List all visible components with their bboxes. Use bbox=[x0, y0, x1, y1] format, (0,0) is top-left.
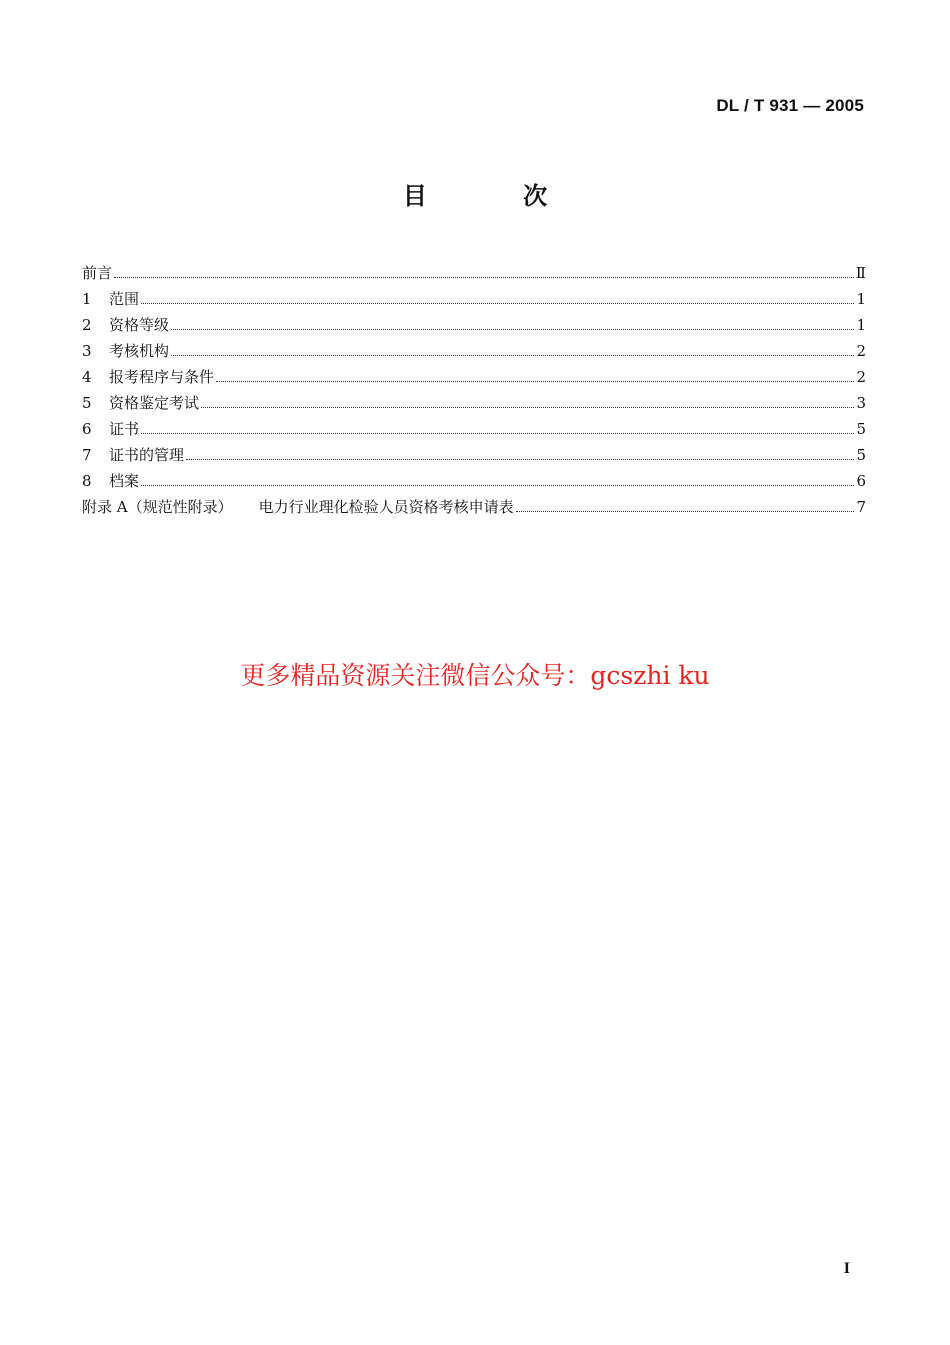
toc-title: 目 次 bbox=[402, 182, 592, 210]
toc-entry-page: 1 bbox=[856, 290, 866, 308]
toc-entry-label: 证书的管理 bbox=[109, 446, 185, 464]
toc-entry-page: 5 bbox=[856, 420, 866, 438]
toc-entry-page: 1 bbox=[856, 316, 866, 334]
toc-entry-label: 前言 bbox=[82, 264, 113, 282]
toc-leader-dots bbox=[141, 485, 854, 486]
toc-entry-scope[interactable] bbox=[82, 286, 866, 312]
toc-leader-dots bbox=[216, 381, 854, 382]
toc-entry-page: 3 bbox=[856, 394, 866, 412]
toc-entry-foreword[interactable] bbox=[82, 260, 866, 286]
page-number: I bbox=[843, 1260, 850, 1277]
toc-leader-dots bbox=[141, 433, 854, 434]
toc-leader-dots bbox=[201, 407, 854, 408]
toc-leader-dots bbox=[141, 303, 854, 304]
toc-entry-page: 5 bbox=[856, 446, 866, 464]
toc-entry-number: 7 bbox=[82, 446, 92, 464]
toc-entry-number: 2 bbox=[82, 316, 92, 334]
toc-entry-qualification-exam[interactable] bbox=[82, 390, 866, 416]
toc-entry-number: 3 bbox=[82, 342, 92, 360]
toc-leader-dots bbox=[171, 329, 854, 330]
toc-leader-dots bbox=[516, 511, 855, 512]
toc-entry-application-procedure[interactable] bbox=[82, 364, 866, 390]
toc-entry-number: 6 bbox=[82, 420, 92, 438]
toc-entry-appendix-a[interactable] bbox=[82, 494, 866, 520]
toc-entry-label: 范围 bbox=[109, 290, 140, 308]
toc-entry-page: 2 bbox=[856, 342, 866, 360]
toc-entry-label: 档案 bbox=[109, 472, 140, 490]
toc-entry-label: 资格等级 bbox=[109, 316, 170, 334]
toc-entry-assessment-body[interactable] bbox=[82, 338, 866, 364]
toc-entry-page: Ⅱ bbox=[855, 264, 866, 282]
toc-appendix-title: 电力行业理化检验人员资格考核申请表 bbox=[258, 498, 514, 516]
promo-banner: 更多精品资源关注微信公众号：gcszhi ku bbox=[240, 661, 710, 690]
toc-entry-page: 6 bbox=[856, 472, 866, 490]
toc-entry-number: 5 bbox=[82, 394, 92, 412]
toc-entry-label: 证书 bbox=[109, 420, 140, 438]
toc-entry-certificate-management[interactable] bbox=[82, 442, 866, 468]
toc-entry-archives[interactable] bbox=[82, 468, 866, 494]
toc-appendix-label: 附录 A（规范性附录） bbox=[82, 498, 233, 516]
toc-entry-label: 资格鉴定考试 bbox=[109, 394, 200, 412]
toc-entry-label: 报考程序与条件 bbox=[109, 368, 215, 386]
toc-leader-dots bbox=[114, 277, 854, 278]
toc-entry-number: 1 bbox=[82, 290, 92, 308]
table-of-contents bbox=[82, 260, 866, 520]
toc-entry-certificate[interactable] bbox=[82, 416, 866, 442]
document-code: DL / T 931 — 2005 bbox=[716, 96, 864, 115]
toc-entry-qualification-levels[interactable] bbox=[82, 312, 866, 338]
toc-leader-dots bbox=[186, 459, 854, 460]
toc-entry-page: 2 bbox=[856, 368, 866, 386]
toc-leader-dots bbox=[171, 355, 854, 356]
toc-entry-label: 考核机构 bbox=[109, 342, 170, 360]
toc-entry-page: 7 bbox=[856, 498, 866, 516]
toc-entry-number: 4 bbox=[82, 368, 92, 386]
toc-entry-number: 8 bbox=[82, 472, 92, 490]
